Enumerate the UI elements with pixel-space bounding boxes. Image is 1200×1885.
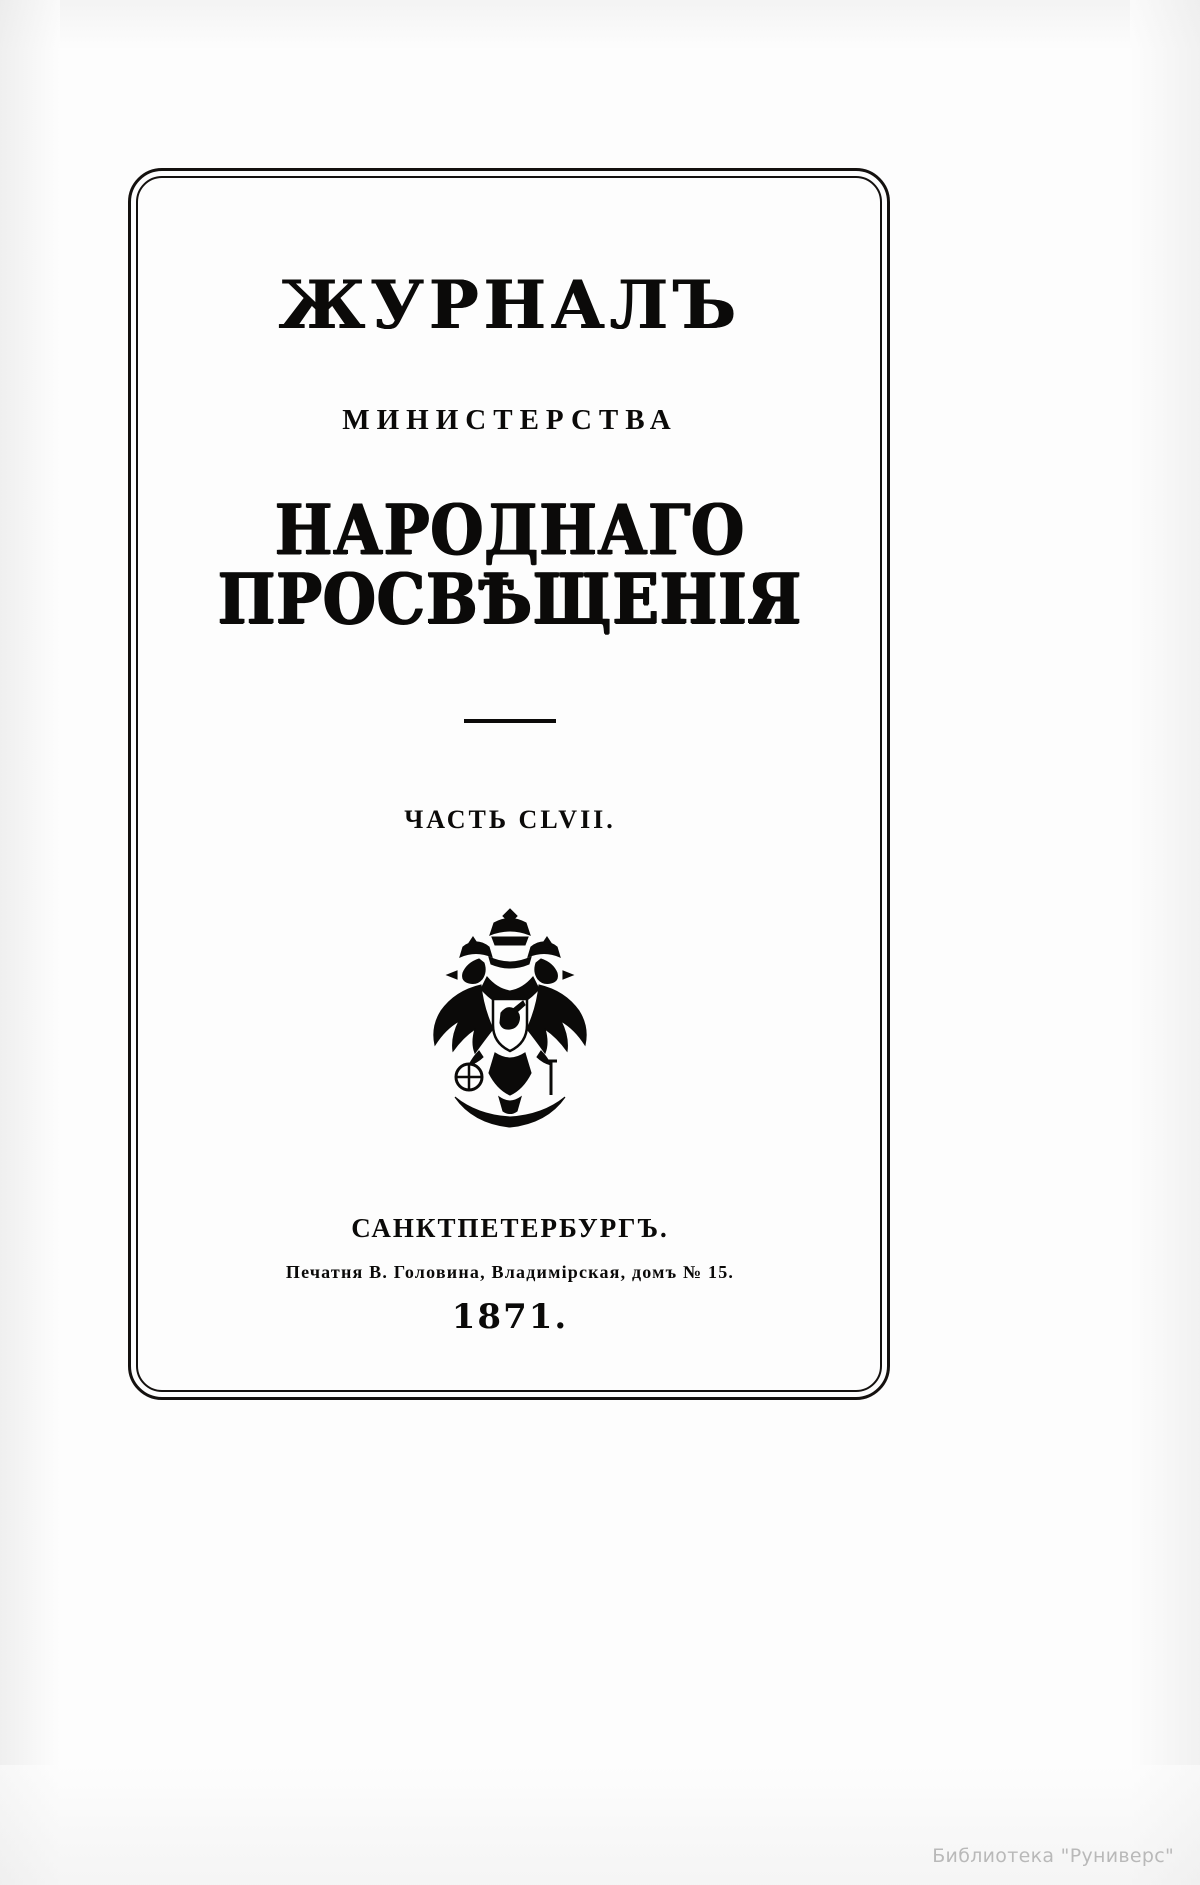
- library-watermark: Библиотека "Руниверс": [932, 1845, 1174, 1867]
- paper-edge-shading-bottom: [0, 1765, 1200, 1885]
- title-page-content: [140, 176, 880, 1392]
- journal-subtitle: МИНИСТЕРСТВА: [342, 404, 678, 436]
- paper-edge-shading-right: [1130, 0, 1200, 1885]
- journal-main-title: ЖУРНАЛЪ: [278, 266, 742, 344]
- volume-part-label: ЧАСТЬ CLVII.: [404, 805, 616, 834]
- journal-big-title: НАРОДНАГО ПРОСВѢЩЕНІЯ: [217, 488, 803, 641]
- imprint-city: САНКТПЕТЕРБУРГЪ.: [351, 1213, 669, 1243]
- paper-edge-shading-left: [0, 0, 60, 1885]
- paper-edge-shading-top: [0, 0, 1200, 50]
- imprint-year: 1871.: [451, 1297, 569, 1337]
- horizontal-rule-divider: [464, 719, 556, 723]
- imperial-coat-of-arms-icon: [395, 901, 625, 1141]
- imprint-printer: Печатня В. Головина, Владимірская, домъ № 15.: [285, 1262, 735, 1282]
